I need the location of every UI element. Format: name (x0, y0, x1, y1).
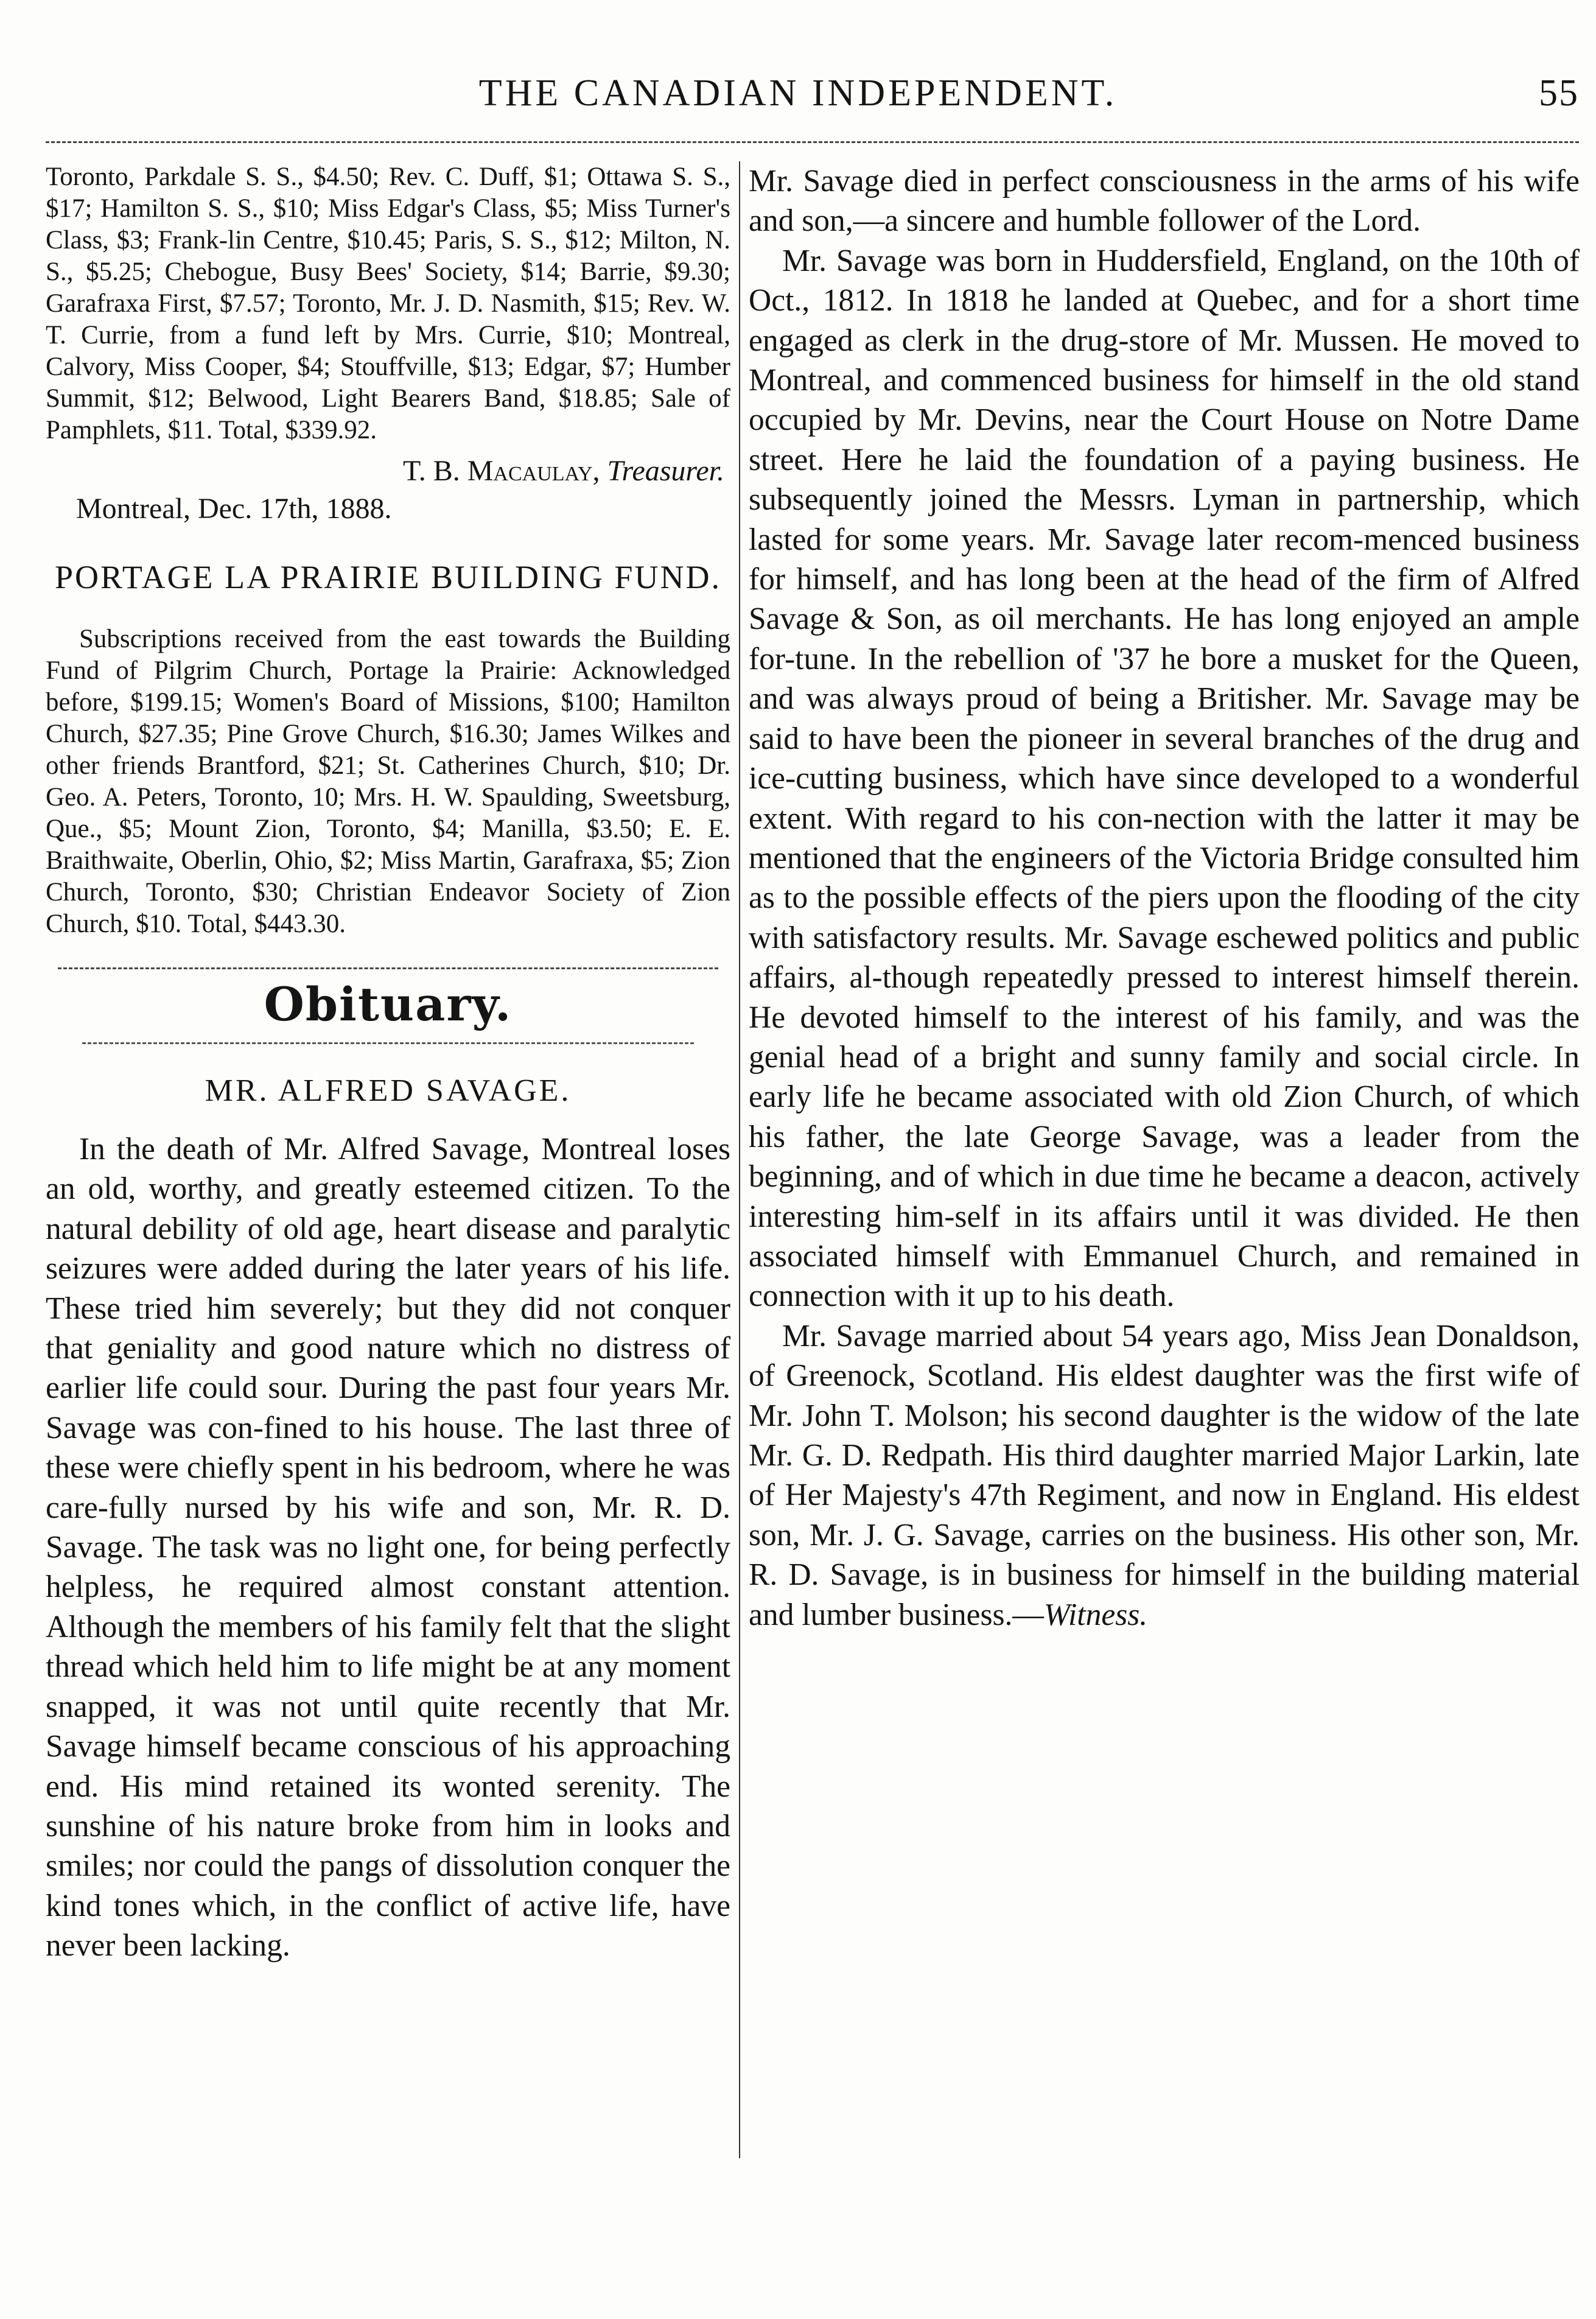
obituary-rule (82, 1042, 694, 1044)
fund-contribution-list: Toronto, Parkdale S. S., $4.50; Rev. C. Duff, $1; Ottawa S. S., $17; Hamilton S. S., $10; Miss Edgar's Class, $5; Miss Turner's Class, $3; Frank-lin Centre, $10.45; Paris, S. S., $12; Milton, N. S., $5.25; Chebogue, Busy Bees' Society, $14; Barrie, $9.30; Garafraxa First, $7.57; Toronto, Mr. J. D. Nasmith, $15; Rev. W. T. Currie, from a fund left by Mrs. Currie, $10; Montreal, Calvory, Miss Cooper, $4; Stouffville, $13; Edgar, $7; Humber Summit, $12; Belwood, Light Bearers Band, $18.85; Sale of Pamphlets, $11. Total, $339.92. (46, 163, 730, 444)
right-column (749, 161, 1580, 1635)
section-divider (58, 967, 718, 969)
column-divider (739, 161, 740, 2158)
obituary-paragraph: In the death of Mr. Alfred Savage, Montreal loses an old, worthy, and greatly esteemed citizen. To the natural debility of old age, heart disease and paralytic seizures were added during the later years of his life. These tried him severely; but they did not conquer that geniality and good nature which no distress of earlier life could sour. During the past four years Mr. Savage was con-fined to his house. The last three of these were chiefly spent in his bedroom, where he was care-fully nursed by his wife and son, Mr. R. D. Savage. The task was no light one, for being perfectly helpless, he required almost constant attention. Although the members of his family felt that the slight thread which held him to life might be at any moment snapped, it was not until quite recently that Mr. Savage himself became conscious of his approaching end. His mind retained its wonted serenity. The sunshine of his nature broke from him in looks and smiles; nor could the pangs of dissolution conquer the kind tones which, in the conflict of active life, have never been lacking. (46, 1132, 730, 1963)
article-paragraph-3 (749, 1316, 1580, 1635)
signature-role: Treasurer. (607, 455, 724, 487)
treasurer-signature (46, 452, 730, 490)
source-credit: Witness. (1043, 1597, 1148, 1632)
article-title: MR. ALFRED SAVAGE. (205, 1073, 572, 1108)
portage-fund-heading: PORTAGE LA PRAIRIE BUILDING FUND. (55, 559, 721, 595)
obituary-heading: Obituary. (264, 977, 513, 1031)
header-rule (46, 141, 1579, 143)
running-header-title: THE CANADIAN INDEPENDENT. (478, 72, 1118, 114)
article-paragraph-3-text: Mr. Savage married about 54 years ago, Miss Jean Donaldson, of Greenock, Scotland. His eldest daughter was the first wife of Mr. John T. Molson; his second daughter is the widow of the late Mr. G. D. Redpath. His third daughter married Major Larkin, late of Her Majesty's 47th Regiment, and now in England. His eldest son, Mr. J. G. Savage, carries on the business. His other son, Mr. R. D. Savage, is in business for himself in the building material and lumber business.— (749, 1318, 1580, 1632)
page-number: 55 (1539, 72, 1579, 114)
article-paragraph-2: Mr. Savage was born in Huddersfield, England, on the 10th of Oct., 1812. In 1818 he landed at Quebec, and for a short time engaged as clerk in the drug-store of Mr. Mussen. He moved to Montreal, and commenced business for himself in the old stand occupied by Mr. Devins, near the Court House on Notre Dame street. Here he laid the foundation of a paying business. He subsequently joined the Messrs. Lyman in partnership, which lasted for some years. Mr. Savage later recom-menced business for himself, and has long been at the head of the firm of Alfred Savage & Son, as oil merchants. He has long enjoyed an ample for-tune. In the rebellion of '37 he bore a musket for the Queen, and was always proud of being a Britisher. Mr. Savage may be said to have been the pioneer in several branches of the drug and ice-cutting business, which have since developed to a wonderful extent. With regard to his con-nection with the latter it may be mentioned that the engineers of the Victoria Bridge consulted him as to the possible effects of the piers upon the flooding of the city with satisfactory results. Mr. Savage eschewed politics and public affairs, al-though repeatedly pressed to interest himself therein. He devoted himself to the interest of his family, and was the genial head of a bright and sunny family and social circle. In early life he became associated with old Zion Church, of which his father, the late George Savage, was a leader from the beginning, and of which in due time he became a deacon, actively interesting him-self in its affairs until it was divided. He then associated himself with Emmanuel Church, and remained in connection with it up to his death. (749, 243, 1580, 1314)
article-paragraph-1: Mr. Savage died in perfect consciousness in the arms of his wife and son,—a sincere and humble follower of the Lord. (749, 164, 1580, 239)
dateline: Montreal, Dec. 17th, 1888. (76, 493, 392, 525)
left-column (46, 161, 730, 1966)
signature-name: T. B. Macaulay, (402, 455, 600, 487)
portage-fund-text: Subscriptions received from the east towards the Building Fund of Pilgrim Church, Portage la Prairie: Acknowledged before, $199.15; Women's Board of Missions, $100; Hamilton Church, $27.35; Pine Grove Church, $16.30; James Wilkes and other friends Brantford, $21; St. Catherines Church, $10; Dr. Geo. A. Peters, Toronto, 10; Mrs. H. W. Spaulding, Sweetsburg, Que., $5; Mount Zion, Toronto, $4; Manilla, $3.50; E. E. Braithwaite, Oberlin, Ohio, $2; Miss Martin, Garafraxa, $5; Zion Church, Toronto, $30; Christian Endeavor Society of Zion Church, $10. Total, $443.30. (46, 625, 730, 938)
